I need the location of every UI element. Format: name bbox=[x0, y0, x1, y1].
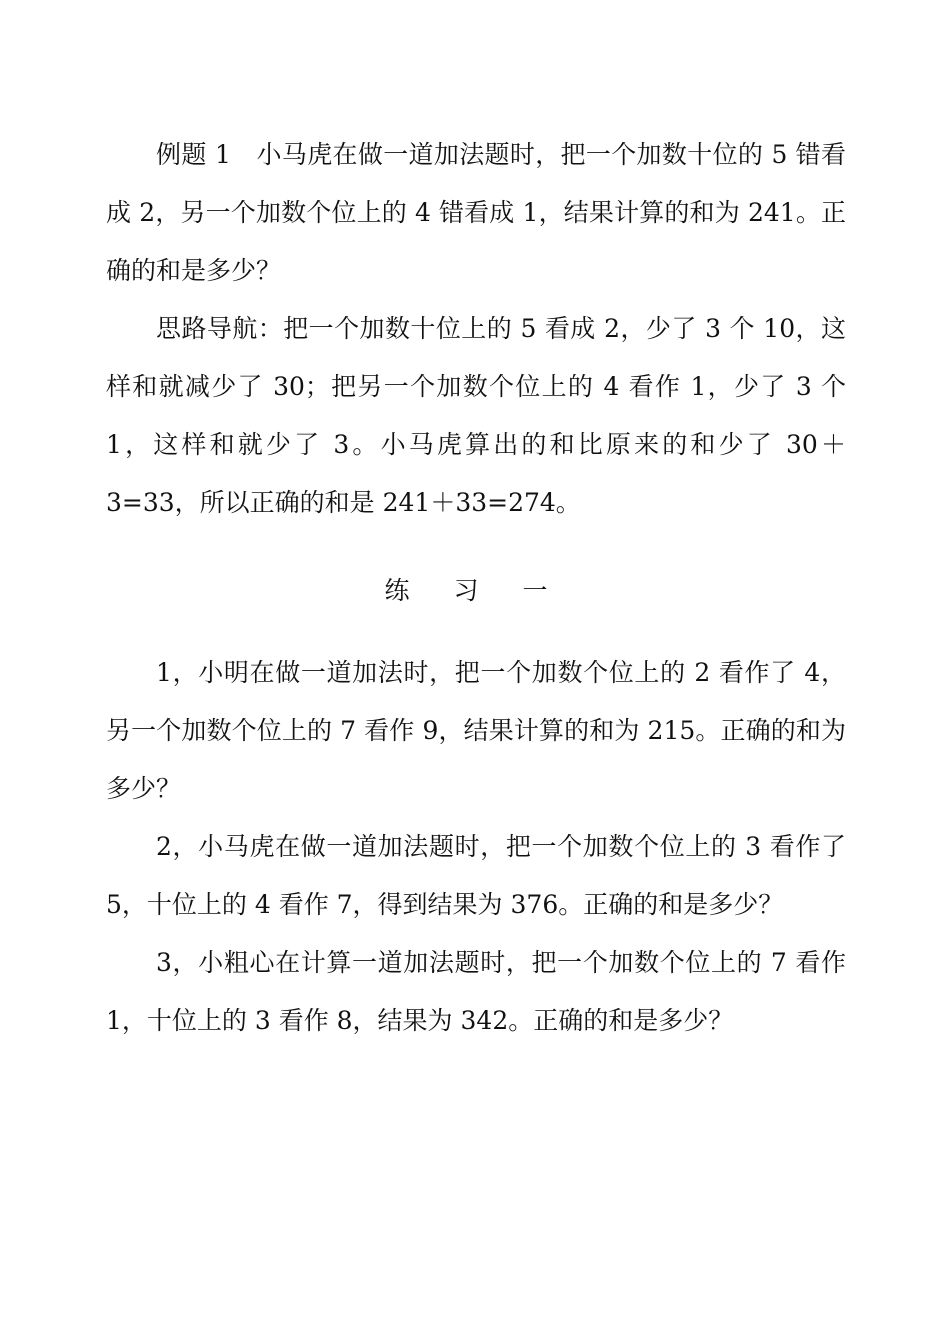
exercise-item: 3，小粗心在计算一道加法题时，把一个加数个位上的 7 看作 1，十位上的 3 看作 8，结果为 342。正确的和是多少？ bbox=[106, 948, 846, 1035]
exercise-item: 1，小明在做一道加法时，把一个加数个位上的 2 看作了 4，另一个加数个位上的 7 看作 9，结果计算的和为 215。正确的和为多少？ bbox=[106, 658, 846, 803]
exercise-section-title: 练 习 一 bbox=[384, 576, 566, 605]
solution-guide: 思路导航：把一个加数十位上的 5 看成 2，少了 3 个 10，这样和就减少了 30；把另一个加数个位上的 4 看作 1，少了 3 个 1，这样和就少了 3。小马虎算出的和比原来的和少了 30＋3=33，所以正确的和是 241＋33=274。 bbox=[106, 314, 846, 517]
exercise-item: 2，小马虎在做一道加法题时，把一个加数个位上的 3 看作了 5，十位上的 4 看作 7，得到结果为 376。正确的和是多少？ bbox=[106, 832, 846, 919]
example-problem: 例题 1 小马虎在做一道加法题时，把一个加数十位的 5 错看成 2，另一个加数个位上的 4 错看成 1，结果计算的和为 241。正确的和是多少？ bbox=[106, 140, 846, 285]
